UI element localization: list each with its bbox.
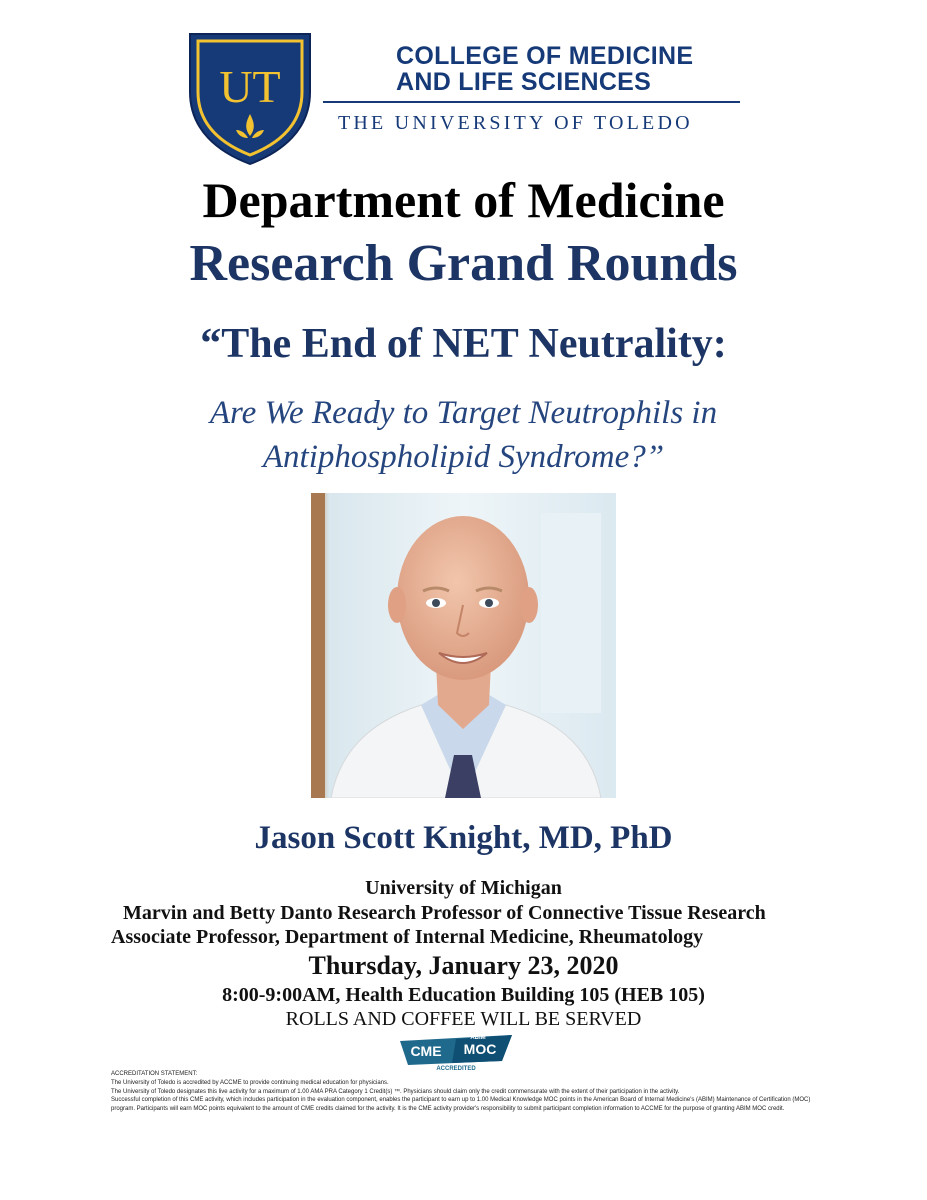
event-note: ROLLS AND COFFEE WILL BE SERVED <box>285 1008 642 1030</box>
talk-title: “The End of NET Neutrality: <box>200 321 727 367</box>
accreditation-line3: Successful completion of this CME activity, which includes participation in the evaluation component, enables the participant to earn up to 1.00 Medical Knowledge MOC points in the American Board of Internal Medicine's (ABIM) Maintenance of Certification (MOC) program. Participants will earn MOC points equivalent to the amount of CME credits claimed for the activity. It is the CME activity provider's responsibility to submit participant completion information to ACCME for the purpose of granting ABIM MOC credit. <box>111 1097 811 1113</box>
header-divider <box>323 101 740 103</box>
speaker-affiliation-department: Associate Professor, Department of Internal Medicine, Rheumatology <box>111 926 704 948</box>
series-title: Research Grand Rounds <box>189 235 738 292</box>
speaker-affiliation-institution: University of Michigan <box>365 877 562 899</box>
shield-monogram: UT <box>219 61 281 112</box>
badge-abim-text: ABIM <box>470 1035 486 1041</box>
department-title: Department of Medicine <box>202 172 725 228</box>
event-time-location: 8:00-9:00AM, Health Education Building 105 (HEB 105) <box>222 984 705 1006</box>
accreditation-line1: The University of Toledo is accredited by ACCME to provide continuing medical education for physicians. <box>111 1079 389 1086</box>
event-date: Thursday, January 23, 2020 <box>308 951 619 980</box>
badge-cme-text: CME <box>410 1043 442 1059</box>
accreditation-heading: ACCREDITATION STATEMENT: <box>111 1071 198 1077</box>
college-name-line2: AND LIFE SCIENCES <box>396 68 652 96</box>
talk-subtitle-line2: Antiphospholipid Syndrome?” <box>262 439 665 475</box>
badge-accredited-text: ACCREDITED <box>436 1066 476 1071</box>
cme-moc-badge <box>394 1031 518 1071</box>
badge-moc-text: MOC <box>463 1041 497 1057</box>
speaker-photo <box>311 493 616 798</box>
college-name-line1: COLLEGE OF MEDICINE <box>396 42 694 70</box>
university-name: THE UNIVERSITY OF TOLEDO <box>338 112 693 134</box>
university-shield-logo <box>186 30 314 168</box>
accreditation-line2: The University of Toledo designates this live activity for a maximum of 1.00 AMA PRA Category 1 Credit(s) ™. Physicians should claim only the credit commensurate with the extent of their participation in the activity. <box>111 1088 680 1095</box>
talk-subtitle-line1: Are We Ready to Target Neutrophils in <box>209 395 718 431</box>
accreditation-statement <box>111 1070 821 1114</box>
speaker-name: Jason Scott Knight, MD, PhD <box>254 820 673 856</box>
speaker-affiliation-title: Marvin and Betty Danto Research Professor of Connective Tissue Research <box>123 902 766 924</box>
